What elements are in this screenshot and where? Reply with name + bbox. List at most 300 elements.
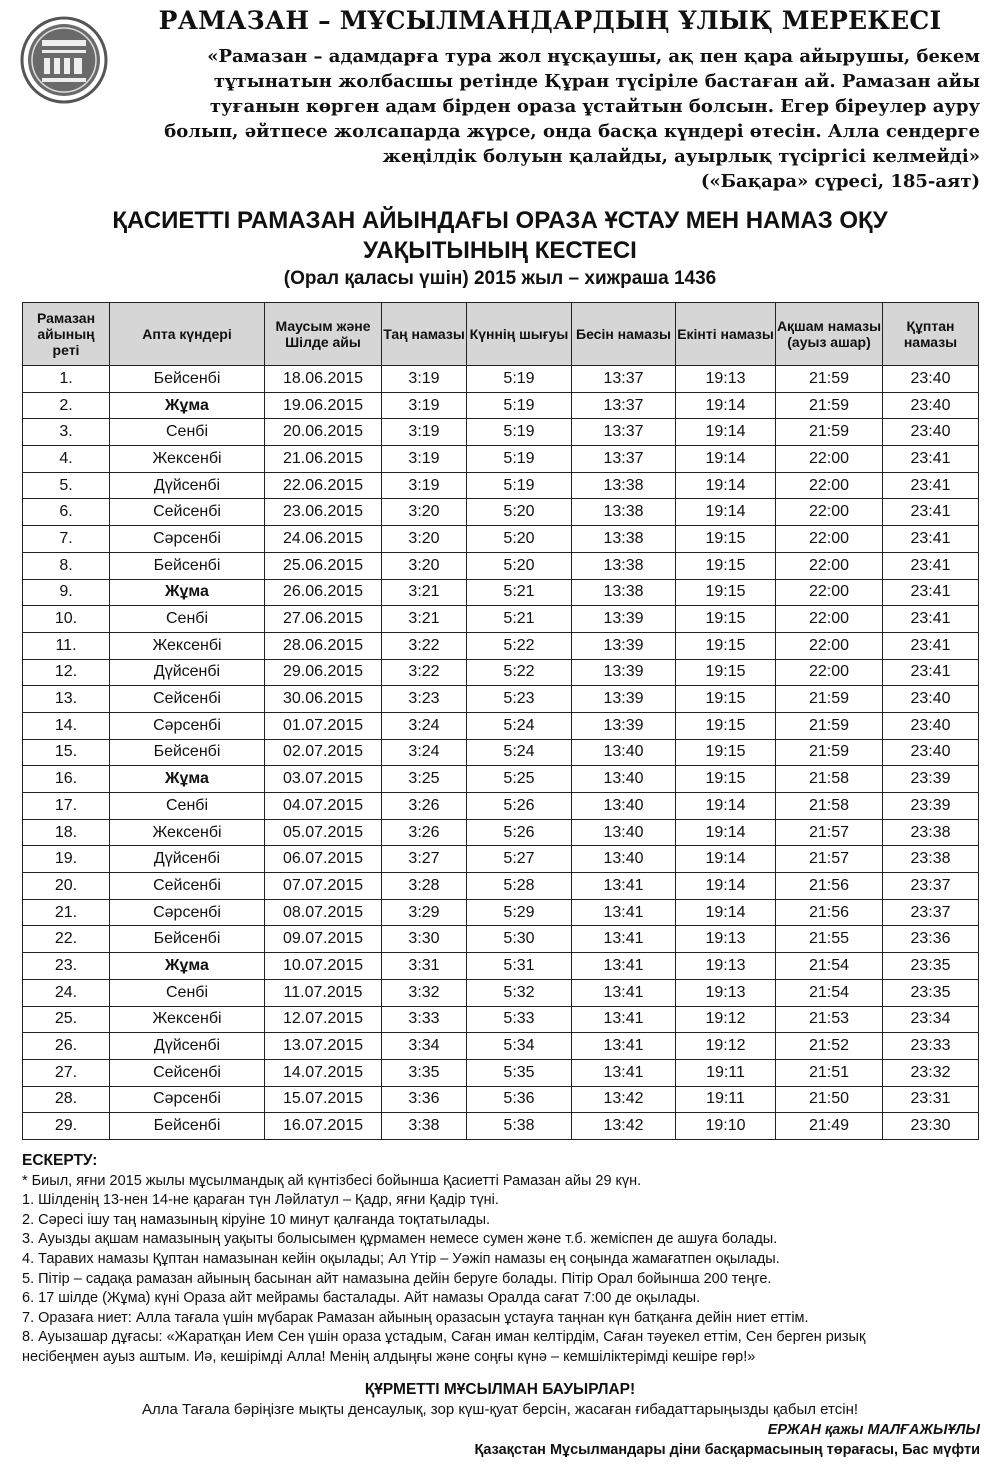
day-number-cell: 8. — [23, 552, 110, 579]
fajr-time-cell: 3:27 — [382, 846, 467, 873]
note-line: 3. Ауызды ақшам намазының уақыты болысымен құрмамен немесе сумен және т.б. жеміспен де ашуға болады. — [22, 1231, 778, 1248]
day-number-cell: 20. — [23, 873, 110, 900]
maghrib-time-cell: 22:00 — [776, 446, 883, 473]
date-cell: 02.07.2015 — [265, 739, 382, 766]
dhuhr-time-cell: 13:40 — [572, 846, 676, 873]
dhuhr-time-cell: 13:41 — [572, 873, 676, 900]
weekday-cell: Бейсенбі — [110, 366, 265, 393]
isha-time-cell: 23:36 — [883, 926, 979, 953]
asr-time-cell: 19:11 — [676, 1059, 776, 1086]
maghrib-time-cell: 22:00 — [776, 659, 883, 686]
maghrib-time-cell: 21:50 — [776, 1086, 883, 1113]
fajr-time-cell: 3:31 — [382, 953, 467, 980]
quote-line: тұтынатын жолбасшы ретінде Құран түсіріле бастаған ай. Рамазан айы — [213, 71, 980, 92]
fajr-time-cell: 3:22 — [382, 659, 467, 686]
quote-line: «Рамазан – адамдарға тура жол нұсқаушы, ақ пен қара айырушы, бекем — [207, 46, 980, 67]
dhuhr-time-cell: 13:37 — [572, 419, 676, 446]
isha-time-cell: 23:31 — [883, 1086, 979, 1113]
schedule-subtitle: (Орал қаласы үшін) 2015 жыл – хижраша 1436 — [283, 268, 717, 289]
dhuhr-time-cell: 13:38 — [572, 472, 676, 499]
note-line: 8. Ауызашар дұғасы: «Жаратқан Ием Сен үшін ораза ұстадым, Саған иман келтірдім, Саған тәуекел еттім, Сен берген ризық — [22, 1329, 866, 1346]
dhuhr-time-cell: 13:41 — [572, 1059, 676, 1086]
sunrise-time-cell: 5:34 — [467, 1033, 572, 1060]
date-cell: 05.07.2015 — [265, 819, 382, 846]
day-number-cell: 14. — [23, 712, 110, 739]
day-number-cell: 15. — [23, 739, 110, 766]
dhuhr-time-cell: 13:41 — [572, 899, 676, 926]
sunrise-time-cell: 5:32 — [467, 979, 572, 1006]
table-row — [23, 739, 979, 766]
maghrib-time-cell: 21:54 — [776, 979, 883, 1006]
fajr-time-cell: 3:19 — [382, 392, 467, 419]
fajr-time-cell: 3:38 — [382, 1113, 467, 1140]
weekday-cell: Бейсенбі — [110, 552, 265, 579]
fajr-time-cell: 3:26 — [382, 793, 467, 820]
dhuhr-time-cell: 13:40 — [572, 819, 676, 846]
table-row — [23, 926, 979, 953]
asr-time-cell: 19:13 — [676, 979, 776, 1006]
isha-time-cell: 23:40 — [883, 739, 979, 766]
maghrib-time-cell: 21:58 — [776, 766, 883, 793]
asr-time-cell: 19:15 — [676, 712, 776, 739]
table-row — [23, 526, 979, 553]
date-cell: 23.06.2015 — [265, 499, 382, 526]
maghrib-time-cell: 21:59 — [776, 712, 883, 739]
dhuhr-time-cell: 13:39 — [572, 606, 676, 633]
prayer-schedule-table — [22, 302, 979, 1140]
sunrise-time-cell: 5:24 — [467, 712, 572, 739]
maghrib-time-cell: 22:00 — [776, 526, 883, 553]
date-cell: 10.07.2015 — [265, 953, 382, 980]
isha-time-cell: 23:41 — [883, 659, 979, 686]
column-header: Маусым және Шілде айы — [265, 303, 382, 366]
weekday-cell: Сәрсенбі — [110, 526, 265, 553]
table-row — [23, 1059, 979, 1086]
day-number-cell: 9. — [23, 579, 110, 606]
fajr-time-cell: 3:19 — [382, 446, 467, 473]
date-cell: 09.07.2015 — [265, 926, 382, 953]
sunrise-time-cell: 5:30 — [467, 926, 572, 953]
asr-time-cell: 19:11 — [676, 1086, 776, 1113]
signature-position: Қазақстан Мұсылмандары діни басқармасының төрағасы, Бас мүфти — [474, 1442, 980, 1458]
weekday-cell: Сенбі — [110, 419, 265, 446]
fajr-time-cell: 3:25 — [382, 766, 467, 793]
dhuhr-time-cell: 13:41 — [572, 1006, 676, 1033]
isha-time-cell: 23:41 — [883, 579, 979, 606]
weekday-cell: Жексенбі — [110, 446, 265, 473]
maghrib-time-cell: 21:59 — [776, 739, 883, 766]
asr-time-cell: 19:14 — [676, 873, 776, 900]
asr-time-cell: 19:10 — [676, 1113, 776, 1140]
sunrise-time-cell: 5:19 — [467, 419, 572, 446]
maghrib-time-cell: 21:57 — [776, 846, 883, 873]
maghrib-time-cell: 21:52 — [776, 1033, 883, 1060]
column-header: Ақшам намазы (ауыз ашар) — [776, 303, 883, 366]
weekday-cell: Сенбі — [110, 606, 265, 633]
isha-time-cell: 23:41 — [883, 552, 979, 579]
fajr-time-cell: 3:36 — [382, 1086, 467, 1113]
table-body — [23, 366, 979, 1140]
dhuhr-time-cell: 13:40 — [572, 766, 676, 793]
fajr-time-cell: 3:19 — [382, 472, 467, 499]
maghrib-time-cell: 22:00 — [776, 499, 883, 526]
fajr-time-cell: 3:21 — [382, 579, 467, 606]
table-row — [23, 392, 979, 419]
weekday-cell: Сәрсенбі — [110, 1086, 265, 1113]
asr-time-cell: 19:15 — [676, 526, 776, 553]
weekday-cell: Дүйсенбі — [110, 472, 265, 499]
day-number-cell: 5. — [23, 472, 110, 499]
note-line: 1. Шілденің 13-нен 14-не қараған түн Ләйлатул – Қадр, яғни Қадір түні. — [22, 1192, 499, 1209]
fajr-time-cell: 3:30 — [382, 926, 467, 953]
date-cell: 11.07.2015 — [265, 979, 382, 1006]
fajr-time-cell: 3:32 — [382, 979, 467, 1006]
asr-time-cell: 19:12 — [676, 1033, 776, 1060]
fajr-time-cell: 3:33 — [382, 1006, 467, 1033]
asr-time-cell: 19:14 — [676, 846, 776, 873]
dhuhr-time-cell: 13:39 — [572, 686, 676, 713]
date-cell: 21.06.2015 — [265, 446, 382, 473]
isha-time-cell: 23:41 — [883, 632, 979, 659]
asr-time-cell: 19:14 — [676, 793, 776, 820]
isha-time-cell: 23:34 — [883, 1006, 979, 1033]
sunrise-time-cell: 5:19 — [467, 366, 572, 393]
table-row — [23, 472, 979, 499]
date-cell: 03.07.2015 — [265, 766, 382, 793]
table-row — [23, 366, 979, 393]
dhuhr-time-cell: 13:42 — [572, 1113, 676, 1140]
asr-time-cell: 19:15 — [676, 632, 776, 659]
schedule-title — [20, 206, 980, 266]
weekday-cell: Жұма — [110, 953, 265, 980]
fajr-time-cell: 3:24 — [382, 739, 467, 766]
dhuhr-time-cell: 13:38 — [572, 579, 676, 606]
maghrib-time-cell: 21:55 — [776, 926, 883, 953]
isha-time-cell: 23:32 — [883, 1059, 979, 1086]
table-row — [23, 846, 979, 873]
note-line: 7. Оразаға ниет: Алла тағала үшін мүбарак Рамазан айының оразасын ұстауға таңнан күн батқанға дейін ниет еттім. — [22, 1309, 809, 1326]
weekday-cell: Сенбі — [110, 793, 265, 820]
fajr-time-cell: 3:34 — [382, 1033, 467, 1060]
dhuhr-time-cell: 13:38 — [572, 552, 676, 579]
date-cell: 12.07.2015 — [265, 1006, 382, 1033]
sunrise-time-cell: 5:31 — [467, 953, 572, 980]
sunrise-time-cell: 5:28 — [467, 873, 572, 900]
quran-quote — [150, 44, 980, 194]
asr-time-cell: 19:14 — [676, 446, 776, 473]
maghrib-time-cell: 21:53 — [776, 1006, 883, 1033]
sunrise-time-cell: 5:19 — [467, 472, 572, 499]
asr-time-cell: 19:15 — [676, 552, 776, 579]
sunrise-time-cell: 5:21 — [467, 579, 572, 606]
table-row — [23, 446, 979, 473]
column-header: Апта күндері — [110, 303, 265, 366]
maghrib-time-cell: 21:59 — [776, 392, 883, 419]
note-line: 4. Таравих намазы Құптан намазынан кейін оқылады; Ал Үтір – Уәжіп намазы ең соңында жамағатпен оқылады. — [22, 1250, 780, 1267]
asr-time-cell: 19:14 — [676, 392, 776, 419]
sunrise-time-cell: 5:36 — [467, 1086, 572, 1113]
date-cell: 04.07.2015 — [265, 793, 382, 820]
maghrib-time-cell: 21:59 — [776, 419, 883, 446]
day-number-cell: 23. — [23, 953, 110, 980]
fajr-time-cell: 3:23 — [382, 686, 467, 713]
maghrib-time-cell: 21:54 — [776, 953, 883, 980]
day-number-cell: 27. — [23, 1059, 110, 1086]
asr-time-cell: 19:15 — [676, 686, 776, 713]
signature-name: ЕРЖАН қажы МАЛҒАЖЫҰЛЫ — [767, 1422, 980, 1438]
isha-time-cell: 23:41 — [883, 499, 979, 526]
date-cell: 19.06.2015 — [265, 392, 382, 419]
day-number-cell: 2. — [23, 392, 110, 419]
asr-time-cell: 19:12 — [676, 1006, 776, 1033]
day-number-cell: 10. — [23, 606, 110, 633]
day-number-cell: 24. — [23, 979, 110, 1006]
column-header: Таң намазы — [382, 303, 467, 366]
isha-time-cell: 23:35 — [883, 979, 979, 1006]
maghrib-time-cell: 21:56 — [776, 899, 883, 926]
table-row — [23, 899, 979, 926]
date-cell: 26.06.2015 — [265, 579, 382, 606]
asr-time-cell: 19:15 — [676, 739, 776, 766]
table-row — [23, 979, 979, 1006]
dhuhr-time-cell: 13:41 — [572, 979, 676, 1006]
weekday-cell: Сенбі — [110, 979, 265, 1006]
asr-time-cell: 19:15 — [676, 659, 776, 686]
table-row — [23, 419, 979, 446]
day-number-cell: 7. — [23, 526, 110, 553]
table-header-row — [23, 303, 979, 366]
isha-time-cell: 23:35 — [883, 953, 979, 980]
day-number-cell: 28. — [23, 1086, 110, 1113]
table-row — [23, 499, 979, 526]
isha-time-cell: 23:33 — [883, 1033, 979, 1060]
column-header: Рамазан айының реті — [23, 303, 110, 366]
sunrise-time-cell: 5:24 — [467, 739, 572, 766]
day-number-cell: 3. — [23, 419, 110, 446]
asr-time-cell: 19:14 — [676, 899, 776, 926]
schedule-title-line: УАҚЫТЫНЫҢ КЕСТЕСІ — [363, 237, 637, 264]
fajr-time-cell: 3:26 — [382, 819, 467, 846]
table-row — [23, 1033, 979, 1060]
fajr-time-cell: 3:19 — [382, 366, 467, 393]
table-row — [23, 579, 979, 606]
date-cell: 14.07.2015 — [265, 1059, 382, 1086]
day-number-cell: 13. — [23, 686, 110, 713]
table-row — [23, 793, 979, 820]
sunrise-time-cell: 5:19 — [467, 446, 572, 473]
schedule-title-line: ҚАСИЕТТІ РАМАЗАН АЙЫНДАҒЫ ОРАЗА ҰСТАУ МЕН НАМАЗ ОҚУ — [112, 207, 888, 234]
maghrib-time-cell: 21:58 — [776, 793, 883, 820]
day-number-cell: 12. — [23, 659, 110, 686]
fajr-time-cell: 3:20 — [382, 526, 467, 553]
dhuhr-time-cell: 13:40 — [572, 793, 676, 820]
weekday-cell: Сәрсенбі — [110, 712, 265, 739]
sunrise-time-cell: 5:19 — [467, 392, 572, 419]
date-cell: 18.06.2015 — [265, 366, 382, 393]
sunrise-time-cell: 5:25 — [467, 766, 572, 793]
column-header: Құптан намазы — [883, 303, 979, 366]
note-line: 6. 17 шілде (Жұма) күні Ораза айт мейрамы басталады. Айт намазы Оралда сағат 7:00 де оқылады. — [22, 1290, 701, 1307]
table-row — [23, 659, 979, 686]
weekday-cell: Жексенбі — [110, 1006, 265, 1033]
isha-time-cell: 23:40 — [883, 419, 979, 446]
sunrise-time-cell: 5:20 — [467, 526, 572, 553]
weekday-cell: Сейсенбі — [110, 873, 265, 900]
table-row — [23, 1086, 979, 1113]
date-cell: 16.07.2015 — [265, 1113, 382, 1140]
fajr-time-cell: 3:29 — [382, 899, 467, 926]
sunrise-time-cell: 5:27 — [467, 846, 572, 873]
maghrib-time-cell: 21:56 — [776, 873, 883, 900]
date-cell: 25.06.2015 — [265, 552, 382, 579]
date-cell: 06.07.2015 — [265, 846, 382, 873]
isha-time-cell: 23:38 — [883, 846, 979, 873]
fajr-time-cell: 3:21 — [382, 606, 467, 633]
asr-time-cell: 19:15 — [676, 606, 776, 633]
day-number-cell: 22. — [23, 926, 110, 953]
sunrise-time-cell: 5:22 — [467, 632, 572, 659]
weekday-cell: Дүйсенбі — [110, 846, 265, 873]
table-row — [23, 953, 979, 980]
maghrib-time-cell: 21:49 — [776, 1113, 883, 1140]
weekday-cell: Дүйсенбі — [110, 1033, 265, 1060]
dhuhr-time-cell: 13:37 — [572, 392, 676, 419]
date-cell: 13.07.2015 — [265, 1033, 382, 1060]
day-number-cell: 6. — [23, 499, 110, 526]
date-cell: 07.07.2015 — [265, 873, 382, 900]
weekday-cell: Сәрсенбі — [110, 899, 265, 926]
table-row — [23, 686, 979, 713]
maghrib-time-cell: 21:51 — [776, 1059, 883, 1086]
fajr-time-cell: 3:19 — [382, 419, 467, 446]
note-line: 2. Сәресі ішу таң намазының кіруіне 10 минут қалғанда тоқтатылады. — [22, 1211, 491, 1228]
asr-time-cell: 19:15 — [676, 766, 776, 793]
sunrise-time-cell: 5:33 — [467, 1006, 572, 1033]
isha-time-cell: 23:40 — [883, 366, 979, 393]
column-header: Бесін намазы — [572, 303, 676, 366]
asr-time-cell: 19:13 — [676, 926, 776, 953]
isha-time-cell: 23:41 — [883, 526, 979, 553]
header-title: РАМАЗАН – МҰСЫЛМАНДАРДЫҢ ҰЛЫҚ МЕРЕКЕСІ — [158, 6, 942, 35]
weekday-cell: Жұма — [110, 766, 265, 793]
date-cell: 01.07.2015 — [265, 712, 382, 739]
day-number-cell: 25. — [23, 1006, 110, 1033]
isha-time-cell: 23:41 — [883, 606, 979, 633]
isha-time-cell: 23:40 — [883, 712, 979, 739]
asr-time-cell: 19:14 — [676, 499, 776, 526]
sunrise-time-cell: 5:20 — [467, 499, 572, 526]
quote-line: болып, әйтпесе жолсапарда жүрсе, онда басқа күндері өтесін. Алла сендерге — [164, 121, 980, 142]
weekday-cell: Бейсенбі — [110, 1113, 265, 1140]
note-line: несібеңмен ауыз аштым. Иә, кешірімді Алла! Менің алдыңғы және соңғы күнә – кемшіліктерімді кешіре гөр!» — [22, 1348, 756, 1365]
dhuhr-time-cell: 13:39 — [572, 632, 676, 659]
dhuhr-time-cell: 13:41 — [572, 1033, 676, 1060]
kmdb-emblem-icon — [20, 14, 108, 106]
isha-time-cell: 23:38 — [883, 819, 979, 846]
dhuhr-time-cell: 13:37 — [572, 366, 676, 393]
isha-time-cell: 23:30 — [883, 1113, 979, 1140]
quote-source: («Бақара» сүресі, 185-аят) — [700, 171, 980, 192]
weekday-cell: Бейсенбі — [110, 926, 265, 953]
isha-time-cell: 23:37 — [883, 899, 979, 926]
fajr-time-cell: 3:28 — [382, 873, 467, 900]
sunrise-time-cell: 5:21 — [467, 606, 572, 633]
isha-time-cell: 23:39 — [883, 766, 979, 793]
isha-time-cell: 23:37 — [883, 873, 979, 900]
notes-section — [22, 1151, 982, 1368]
table-row — [23, 1006, 979, 1033]
weekday-cell: Сейсенбі — [110, 499, 265, 526]
isha-time-cell: 23:39 — [883, 793, 979, 820]
dhuhr-time-cell: 13:39 — [572, 712, 676, 739]
asr-time-cell: 19:15 — [676, 579, 776, 606]
table-row — [23, 766, 979, 793]
maghrib-time-cell: 22:00 — [776, 552, 883, 579]
table-row — [23, 606, 979, 633]
sunrise-time-cell: 5:22 — [467, 659, 572, 686]
maghrib-time-cell: 22:00 — [776, 472, 883, 499]
day-number-cell: 18. — [23, 819, 110, 846]
fajr-time-cell: 3:24 — [382, 712, 467, 739]
day-number-cell: 11. — [23, 632, 110, 659]
date-cell: 22.06.2015 — [265, 472, 382, 499]
dhuhr-time-cell: 13:41 — [572, 953, 676, 980]
day-number-cell: 16. — [23, 766, 110, 793]
weekday-cell: Жұма — [110, 579, 265, 606]
isha-time-cell: 23:40 — [883, 392, 979, 419]
table-row — [23, 819, 979, 846]
date-cell: 20.06.2015 — [265, 419, 382, 446]
column-header: Күннің шығуы — [467, 303, 572, 366]
dhuhr-time-cell: 13:37 — [572, 446, 676, 473]
maghrib-time-cell: 22:00 — [776, 579, 883, 606]
date-cell: 29.06.2015 — [265, 659, 382, 686]
asr-time-cell: 19:14 — [676, 419, 776, 446]
sunrise-time-cell: 5:26 — [467, 819, 572, 846]
table-row — [23, 712, 979, 739]
closing-greeting: ҚҰРМЕТТІ МҰСЫЛМАН БАУЫРЛАР! — [364, 1381, 636, 1398]
table-row — [23, 552, 979, 579]
dhuhr-time-cell: 13:38 — [572, 499, 676, 526]
sunrise-time-cell: 5:29 — [467, 899, 572, 926]
weekday-cell: Жексенбі — [110, 819, 265, 846]
closing-wish: Алла Тағала бәріңізге мықты денсаулық, зор күш-қуат берсін, жасаған ғибадаттарыңызды қабыл етсін! — [141, 1401, 859, 1418]
sunrise-time-cell: 5:20 — [467, 552, 572, 579]
date-cell: 08.07.2015 — [265, 899, 382, 926]
weekday-cell: Жұма — [110, 392, 265, 419]
notes-title: ЕСКЕРТУ: — [22, 1152, 98, 1169]
table-row — [23, 873, 979, 900]
date-cell: 30.06.2015 — [265, 686, 382, 713]
closing-section — [20, 1380, 980, 1420]
isha-time-cell: 23:41 — [883, 446, 979, 473]
sunrise-time-cell: 5:35 — [467, 1059, 572, 1086]
dhuhr-time-cell: 13:40 — [572, 739, 676, 766]
asr-time-cell: 19:14 — [676, 472, 776, 499]
table-row — [23, 632, 979, 659]
maghrib-time-cell: 22:00 — [776, 632, 883, 659]
asr-time-cell: 19:14 — [676, 819, 776, 846]
day-number-cell: 19. — [23, 846, 110, 873]
asr-time-cell: 19:13 — [676, 953, 776, 980]
day-number-cell: 4. — [23, 446, 110, 473]
maghrib-time-cell: 21:59 — [776, 686, 883, 713]
maghrib-time-cell: 21:59 — [776, 366, 883, 393]
date-cell: 24.06.2015 — [265, 526, 382, 553]
sunrise-time-cell: 5:26 — [467, 793, 572, 820]
signature-block — [475, 1420, 981, 1460]
dhuhr-time-cell: 13:41 — [572, 926, 676, 953]
